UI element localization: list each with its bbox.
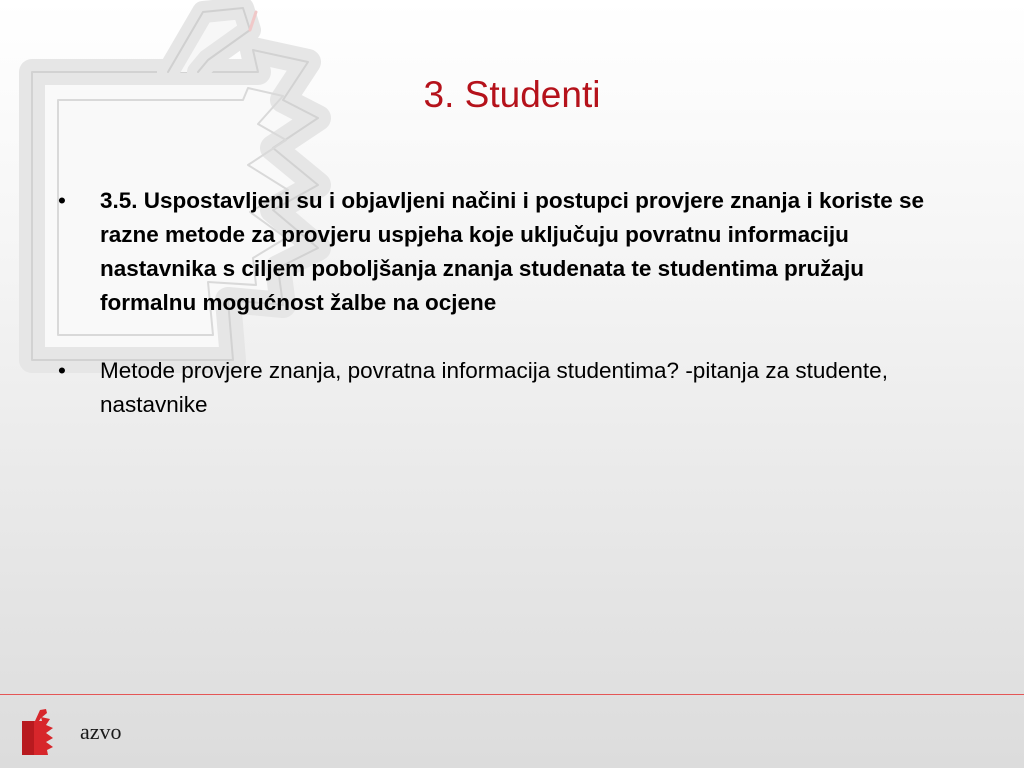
bullet-marker: • bbox=[58, 358, 66, 383]
footer-brand: azvo bbox=[80, 719, 122, 744]
bullet-text: Metode provjere znanja, povratna informacija studentima? -pitanja za studente, nastavnike bbox=[100, 358, 888, 417]
bullet-item bbox=[58, 184, 958, 320]
bullet-item bbox=[58, 354, 958, 422]
footer-divider bbox=[0, 694, 1024, 695]
slide-title: 3. Studenti bbox=[423, 74, 601, 115]
azvo-logo-icon bbox=[20, 707, 62, 757]
bullet-marker: • bbox=[58, 188, 66, 213]
slide-body bbox=[58, 184, 958, 456]
bullet-text: 3.5. Uspostavljeni su i objavljeni načini i postupci provjere znanja i koriste se razne metode za provjeru uspjeha koje uključuju povratnu informaciju nastavnika s ciljem poboljšanja znanja studenata te studentima pružaju formalnu mogućnost žalbe na ocjene bbox=[100, 188, 925, 315]
